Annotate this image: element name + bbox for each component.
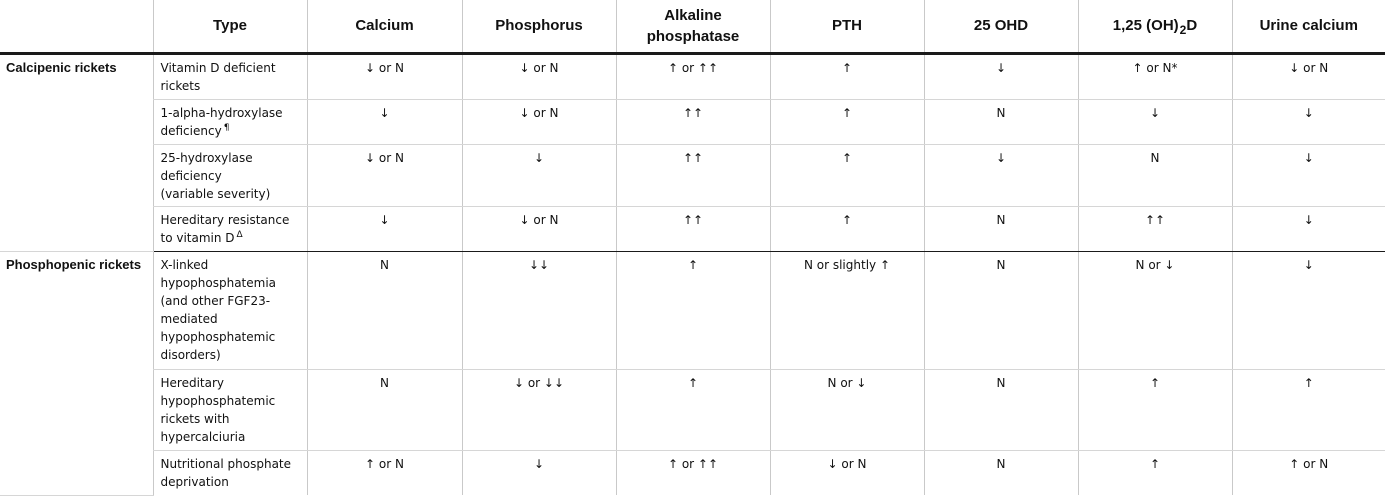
- type-cell: [153, 53, 307, 99]
- 25-ohd-cell: N: [924, 99, 1078, 144]
- table-row: [0, 206, 1385, 251]
- header-125-subscript: 2: [1179, 22, 1187, 37]
- calcium-cell: ↑ or N: [307, 450, 462, 495]
- type-line: rickets with: [160, 411, 230, 426]
- type-line: (variable severity): [160, 186, 271, 201]
- type-cell: [153, 144, 307, 206]
- pth-cell: N or ↓: [770, 369, 924, 450]
- header-alkaline-phosphatase: Alkaline phosphatase: [616, 0, 770, 53]
- type-line: X-linked: [160, 257, 209, 272]
- type-cell: [153, 450, 307, 495]
- group-phosphopenic: Phosphopenic rickets: [0, 251, 153, 495]
- type-line: hypercalciuria: [160, 429, 246, 444]
- header-pth: PTH: [770, 0, 924, 53]
- calcium-cell: ↓ or N: [307, 53, 462, 99]
- header-type: Type: [153, 0, 307, 53]
- 125-oh2d-cell: ↑↑: [1078, 206, 1232, 251]
- 125-oh2d-cell: ↑: [1078, 450, 1232, 495]
- header-corner: [0, 0, 153, 53]
- type-line: deficiency: [160, 123, 222, 138]
- pth-cell: ↑: [770, 53, 924, 99]
- header-calcium: Calcium: [307, 0, 462, 53]
- footnote-mark: ¶: [223, 122, 230, 133]
- pth-cell: N or slightly ↑: [770, 251, 924, 369]
- urine-calcium-cell: ↑ or N: [1232, 450, 1385, 495]
- calcium-cell: ↓: [307, 99, 462, 144]
- 25-ohd-cell: N: [924, 450, 1078, 495]
- table-row: [0, 144, 1385, 206]
- alkaline-phosphatase-cell: ↑: [616, 369, 770, 450]
- header-25-ohd: 25 OHD: [924, 0, 1078, 53]
- type-cell: [153, 369, 307, 450]
- pth-cell: ↑: [770, 99, 924, 144]
- table-row: [0, 99, 1385, 144]
- pth-cell: ↑: [770, 206, 924, 251]
- calcium-cell: N: [307, 369, 462, 450]
- pth-cell: ↓ or N: [770, 450, 924, 495]
- 125-oh2d-cell: N or ↓: [1078, 251, 1232, 369]
- type-line: hypophosphatemic: [160, 393, 276, 408]
- type-line: deficiency: [160, 168, 222, 183]
- urine-calcium-cell: ↓ or N: [1232, 53, 1385, 99]
- type-cell: [153, 251, 307, 369]
- 125-oh2d-cell: ↑: [1078, 369, 1232, 450]
- alkaline-phosphatase-cell: ↑: [616, 251, 770, 369]
- phosphorus-cell: ↓: [462, 450, 616, 495]
- 25-ohd-cell: N: [924, 369, 1078, 450]
- alkaline-phosphatase-cell: ↑↑: [616, 144, 770, 206]
- footnote-mark: Δ: [236, 229, 243, 240]
- 25-ohd-cell: N: [924, 251, 1078, 369]
- phosphorus-cell: ↓: [462, 144, 616, 206]
- group-calcipenic: Calcipenic rickets: [0, 53, 153, 251]
- type-line: Hereditary: [160, 375, 225, 390]
- header-row: [0, 0, 1385, 53]
- table-row: [0, 251, 1385, 369]
- table-row: [0, 450, 1385, 495]
- phosphorus-cell: ↓ or ↓↓: [462, 369, 616, 450]
- alkaline-phosphatase-cell: ↑ or ↑↑: [616, 53, 770, 99]
- type-line: rickets: [160, 78, 201, 93]
- phosphorus-cell: ↓ or N: [462, 53, 616, 99]
- pth-cell: ↑: [770, 144, 924, 206]
- 125-oh2d-cell: N: [1078, 144, 1232, 206]
- type-line: Nutritional phosphate: [160, 456, 292, 471]
- table-row: [0, 53, 1385, 99]
- type-line: (and other FGF23-: [160, 293, 271, 308]
- type-line: deprivation: [160, 474, 229, 489]
- header-125-oh2d: [1078, 0, 1232, 53]
- phosphorus-cell: ↓ or N: [462, 99, 616, 144]
- calcium-cell: ↓: [307, 206, 462, 251]
- type-line: hypophosphatemic: [160, 329, 276, 344]
- urine-calcium-cell: ↓: [1232, 99, 1385, 144]
- header-urine-calcium: Urine calcium: [1232, 0, 1385, 53]
- urine-calcium-cell: ↓: [1232, 144, 1385, 206]
- type-line: Hereditary resistance: [160, 212, 290, 227]
- alkaline-phosphatase-cell: ↑ or ↑↑: [616, 450, 770, 495]
- calcium-cell: ↓ or N: [307, 144, 462, 206]
- type-line: mediated: [160, 311, 218, 326]
- type-line: 1-alpha-hydroxylase: [160, 105, 283, 120]
- phosphorus-cell: ↓↓: [462, 251, 616, 369]
- phosphorus-cell: ↓ or N: [462, 206, 616, 251]
- type-line: hypophosphatemia: [160, 275, 277, 290]
- type-cell: [153, 206, 307, 251]
- urine-calcium-cell: ↑: [1232, 369, 1385, 450]
- urine-calcium-cell: ↓: [1232, 251, 1385, 369]
- 25-ohd-cell: ↓: [924, 144, 1078, 206]
- header-125-end: D: [1186, 16, 1198, 34]
- type-line: disorders): [160, 347, 221, 362]
- 25-ohd-cell: ↓: [924, 53, 1078, 99]
- 125-oh2d-cell: ↑ or N*: [1078, 53, 1232, 99]
- type-line: 25-hydroxylase: [160, 150, 253, 165]
- header-phosphorus: Phosphorus: [462, 0, 616, 53]
- table-row: [0, 369, 1385, 450]
- alkaline-phosphatase-cell: ↑↑: [616, 99, 770, 144]
- alkaline-phosphatase-cell: ↑↑: [616, 206, 770, 251]
- type-cell: [153, 99, 307, 144]
- 125-oh2d-cell: ↓: [1078, 99, 1232, 144]
- type-line: to vitamin D: [160, 230, 235, 245]
- calcium-cell: N: [307, 251, 462, 369]
- type-line: Vitamin D deficient: [160, 60, 276, 75]
- 25-ohd-cell: N: [924, 206, 1078, 251]
- urine-calcium-cell: ↓: [1232, 206, 1385, 251]
- header-125-main: 1,25 (OH): [1112, 16, 1179, 34]
